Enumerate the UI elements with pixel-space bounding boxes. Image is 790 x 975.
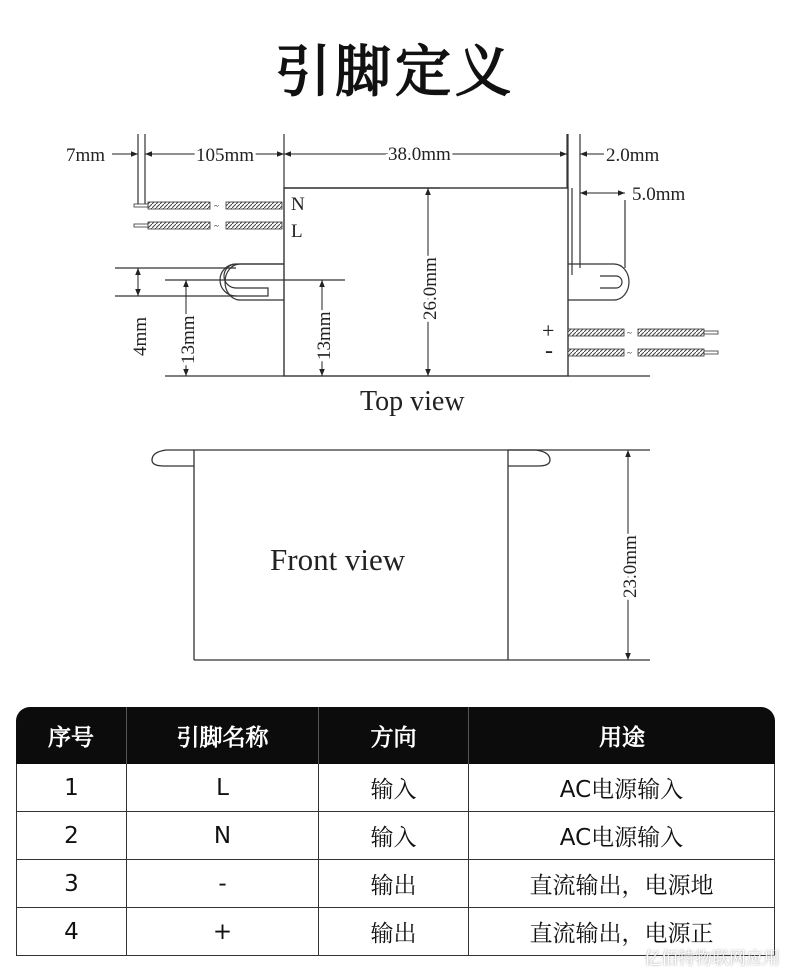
- cell-pin-name: N: [126, 812, 318, 860]
- cell-pin-name: -: [126, 860, 318, 908]
- cell-direction: 输出: [318, 860, 468, 908]
- cell-index: 1: [16, 764, 126, 812]
- dim-front-height: 23.0mm: [620, 535, 641, 598]
- top-view-label: Top view: [360, 386, 465, 417]
- cell-purpose: 直流输出，电源正: [468, 908, 775, 956]
- cell-pin-name: L: [126, 764, 318, 812]
- cell-direction: 输出: [318, 908, 468, 956]
- dim-tab-bottom-inner: 13mm: [314, 311, 335, 360]
- header-direction: 方向: [318, 707, 468, 764]
- cell-purpose: AC电源输入: [468, 812, 775, 860]
- svg-text:~: ~: [214, 201, 219, 211]
- cell-purpose: AC电源输入: [468, 764, 775, 812]
- header-purpose: 用途: [468, 707, 775, 764]
- table-row: [16, 812, 775, 860]
- pin-label-l: L: [291, 221, 303, 242]
- dim-wire-offset: 7mm: [66, 145, 106, 166]
- front-view-label: Front view: [270, 542, 406, 577]
- dim-body-height: 26.0mm: [420, 257, 441, 320]
- cell-purpose: 直流输出，电源地: [468, 860, 775, 908]
- page-title: 引脚定义: [275, 40, 515, 105]
- pin-label-plus: +: [542, 318, 555, 343]
- table-header-row: [16, 707, 775, 764]
- pin-definition-table: [16, 707, 775, 956]
- dim-slot-width: 4mm: [130, 316, 151, 356]
- dim-body-width: 38.0mm: [388, 144, 451, 165]
- cell-index: 2: [16, 812, 126, 860]
- header-pin-name: 引脚名称: [126, 707, 318, 764]
- cell-index: 3: [16, 860, 126, 908]
- table-row: [16, 764, 775, 812]
- svg-text:~: ~: [214, 221, 219, 231]
- cell-direction: 输入: [318, 812, 468, 860]
- dim-right-gap: 2.0mm: [606, 145, 660, 166]
- output-wires: [568, 328, 718, 358]
- svg-text:~: ~: [627, 328, 632, 338]
- pin-label-n: N: [291, 194, 305, 215]
- cell-index: 4: [16, 908, 126, 956]
- input-wires: [134, 201, 282, 231]
- svg-text:~: ~: [627, 348, 632, 358]
- cell-direction: 输入: [318, 764, 468, 812]
- watermark: 亿佰特物联网应用: [644, 949, 780, 969]
- header-index: 序号: [16, 707, 126, 764]
- dim-wire-length: 105mm: [196, 145, 255, 166]
- dim-tab-bottom-left: 13mm: [178, 315, 199, 364]
- table-row: [16, 860, 775, 908]
- cell-pin-name: +: [126, 908, 318, 956]
- dim-tab-offset: 5.0mm: [632, 184, 686, 205]
- pin-label-minus: -: [545, 338, 553, 364]
